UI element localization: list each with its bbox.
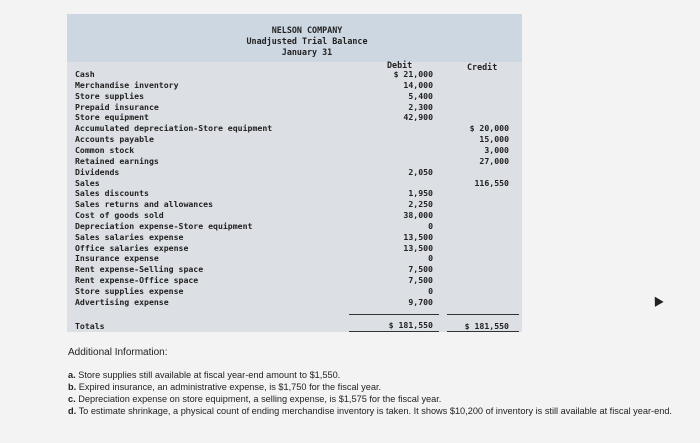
info-item-text: Store supplies still available at fiscal year-end amount to $1,550. [78,370,341,380]
account-name: Store supplies [75,90,145,101]
debit-total-rule [349,314,439,315]
debit-amount: 2,050 [408,166,433,177]
debit-amount: 2,300 [408,101,433,112]
trial-balance-header [67,14,522,62]
debit-amount: 13,500 [403,242,433,253]
debit-amount: 42,900 [403,112,433,123]
info-item-letter: c. [68,394,76,404]
account-name: Sales returns and allowances [75,199,214,210]
account-name: Merchandise inventory [75,79,179,90]
account-name: Retained earnings [75,155,159,166]
credit-amount: 15,000 [479,134,509,145]
credit-amount: 3,000 [484,144,509,155]
debit-amount: 0 [428,253,433,264]
account-name: Store supplies expense [75,286,184,296]
debit-amount: 5,400 [408,90,433,101]
debit-amount: 9,700 [408,296,433,307]
debit-amount: 14,000 [403,79,433,90]
credit-amount: 27,000 [479,155,509,166]
statement-date: January 31 [281,47,333,57]
info-item-letter: b. [68,382,77,392]
account-name: Prepaid insurance [75,101,159,112]
info-item-a [68,370,688,381]
account-name: Cash [75,69,95,79]
statement-title: Unadjusted Trial Balance [246,36,368,46]
mouse-cursor-icon [650,294,663,307]
info-item-letter: a. [68,370,76,380]
info-item-text: Expired insurance, an administrative expense, is $1,750 for the fiscal year. [78,382,382,392]
account-name: Sales discounts [75,188,149,199]
debit-amount: $ 21,000 [393,69,433,79]
info-item-text: Depreciation expense on store equipment, a selling expense, is $1,575 for the fiscal year. [78,394,442,404]
credit-total-rule [447,314,519,315]
credit-column-header: Credit [467,62,498,72]
debit-total-double-rule [349,331,439,332]
debit-amount: 38,000 [403,210,433,220]
debit-amount: 7,500 [408,264,433,275]
account-name: Accumulated depreciation-Store equipment [75,123,273,134]
account-name: Dividends [75,166,120,177]
additional-info-title: Additional Information: [68,347,168,358]
company-name: NELSON COMPANY [271,25,343,35]
credit-total-double-rule [447,331,519,332]
account-name: Office salaries expense [75,242,189,253]
account-name: Insurance expense [75,253,159,264]
info-item-c [68,394,688,405]
account-name: Common stock [75,144,135,155]
debit-amount: 2,250 [408,199,433,210]
totals-label: Totals [75,321,105,331]
debit-amount: 0 [428,220,433,231]
debit-total: $ 181,550 [388,320,433,330]
credit-amount: 116,550 [474,177,509,188]
debit-amount: 1,950 [408,188,433,199]
debit-amount: 0 [428,286,433,296]
account-name: Rent expense-Office space [75,275,199,286]
info-item-text: To estimate shrinkage, a physical count of ending merchandise inventory is taken. It shows $10,200 of inventory is still available at fiscal year-end. [78,406,672,416]
debit-amount: 13,500 [403,231,433,242]
credit-amount: $ 20,000 [469,123,509,134]
credit-total: $ 181,550 [464,321,509,331]
info-item-b [68,382,688,393]
account-name: Sales [75,177,100,188]
debit-amount: 7,500 [408,275,433,286]
account-name: Sales salaries expense [75,231,184,242]
account-name: Accounts payable [75,134,154,145]
debit-column-header: Debit [387,60,413,70]
account-name: Store equipment [75,112,149,123]
account-name: Advertising expense [75,296,169,307]
account-name: Depreciation expense-Store equipment [75,220,253,231]
account-name: Rent expense-Selling space [75,264,204,275]
info-item-letter: d. [68,406,77,416]
info-item-d [68,406,683,417]
trial-balance-sheet [67,14,522,332]
account-name: Cost of goods sold [75,210,164,220]
